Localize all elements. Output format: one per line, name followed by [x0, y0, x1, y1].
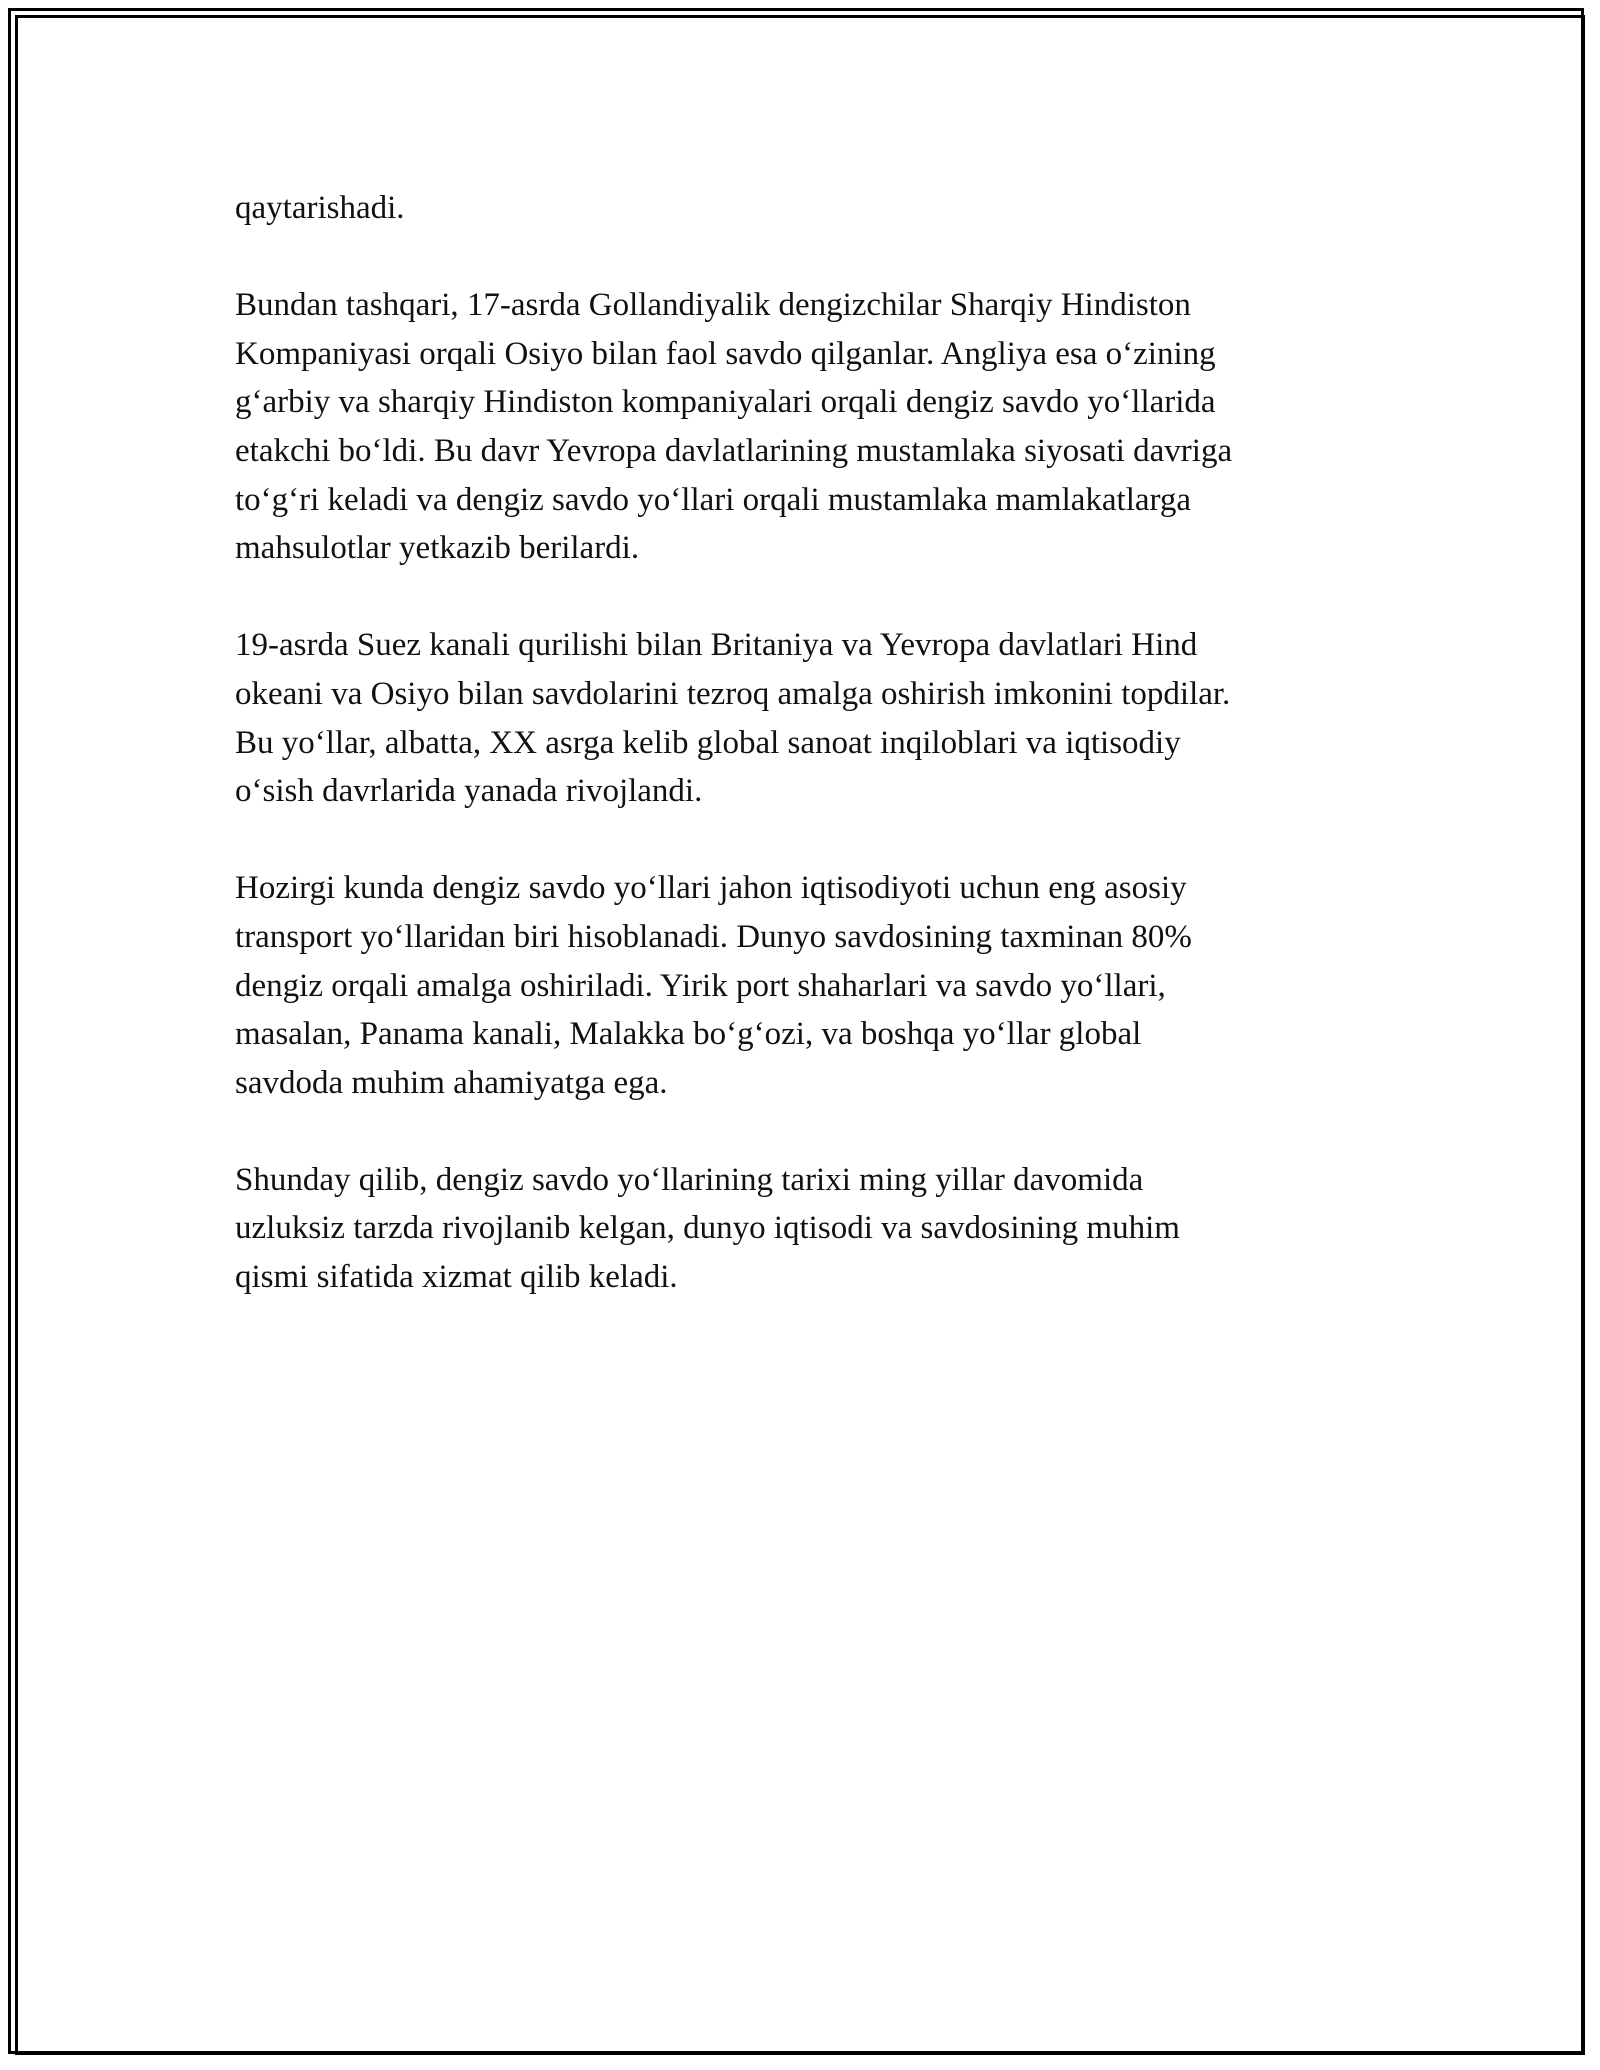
- text-line: g‘arbiy va sharqiy Hindiston kompaniyalari orqali dengiz savdo yo‘llarida: [235, 384, 1216, 421]
- text-line: 19-asrda Suez kanali qurilishi bilan Britaniya va Yevropa davlatlari Hind: [235, 627, 1198, 664]
- paragraph-5: [235, 1156, 1375, 1302]
- text-line: mahsulotlar yetkazib berilardi.: [235, 530, 640, 567]
- text-line: o‘sish davrlarida yanada rivojlandi.: [235, 773, 703, 810]
- text-line: Bu yo‘llar, albatta, XX asrga kelib global sanoat inqiloblari va iqtisodiy: [235, 724, 1181, 761]
- text-line: uzluksiz tarzda rivojlanib kelgan, dunyo iqtisodi va savdosining muhim: [235, 1210, 1180, 1247]
- text-line: qismi sifatida xizmat qilib keladi.: [235, 1259, 678, 1296]
- text-line: qaytarishadi.: [235, 190, 405, 226]
- text-line: Hozirgi kunda dengiz savdo yo‘llari jahon iqtisodiyoti uchun eng asosiy: [235, 870, 1187, 907]
- document-body: [235, 184, 1375, 1350]
- text-line: Kompaniyasi orqali Osiyo bilan faol savdo qilganlar. Angliya esa o‘zining: [235, 335, 1216, 372]
- text-line: transport yo‘llaridan biri hisoblanadi. Dunyo savdosining taxminan 80%: [235, 918, 1192, 955]
- paragraph-2: [235, 281, 1375, 573]
- paragraph-3: [235, 621, 1375, 815]
- paragraph-4: [235, 864, 1375, 1107]
- text-line: savdoda muhim ahamiyatga ega.: [235, 1064, 668, 1101]
- text-line: etakchi bo‘ldi. Bu davr Yevropa davlatlarining mustamlaka siyosati davriga: [235, 432, 1233, 469]
- text-line: Bundan tashqari, 17-asrda Gollandiyalik dengizchilar Sharqiy Hindiston: [235, 287, 1191, 324]
- text-line: Shunday qilib, dengiz savdo yo‘llarining tarixi ming yillar davomida: [235, 1161, 1144, 1198]
- text-line: okeani va Osiyo bilan savdolarini tezroq amalga oshirish imkonini topdilar.: [235, 675, 1231, 712]
- text-line: to‘g‘ri keladi va dengiz savdo yo‘llari orqali mustamlaka mamlakatlarga: [235, 481, 1192, 518]
- text-line: dengiz orqali amalga oshiriladi. Yirik port shaharlari va savdo yo‘llari,: [235, 967, 1166, 1004]
- text-line: masalan, Panama kanali, Malakka bo‘g‘ozi, va boshqa yo‘llar global: [235, 1016, 1142, 1053]
- paragraph-1: [235, 184, 1375, 233]
